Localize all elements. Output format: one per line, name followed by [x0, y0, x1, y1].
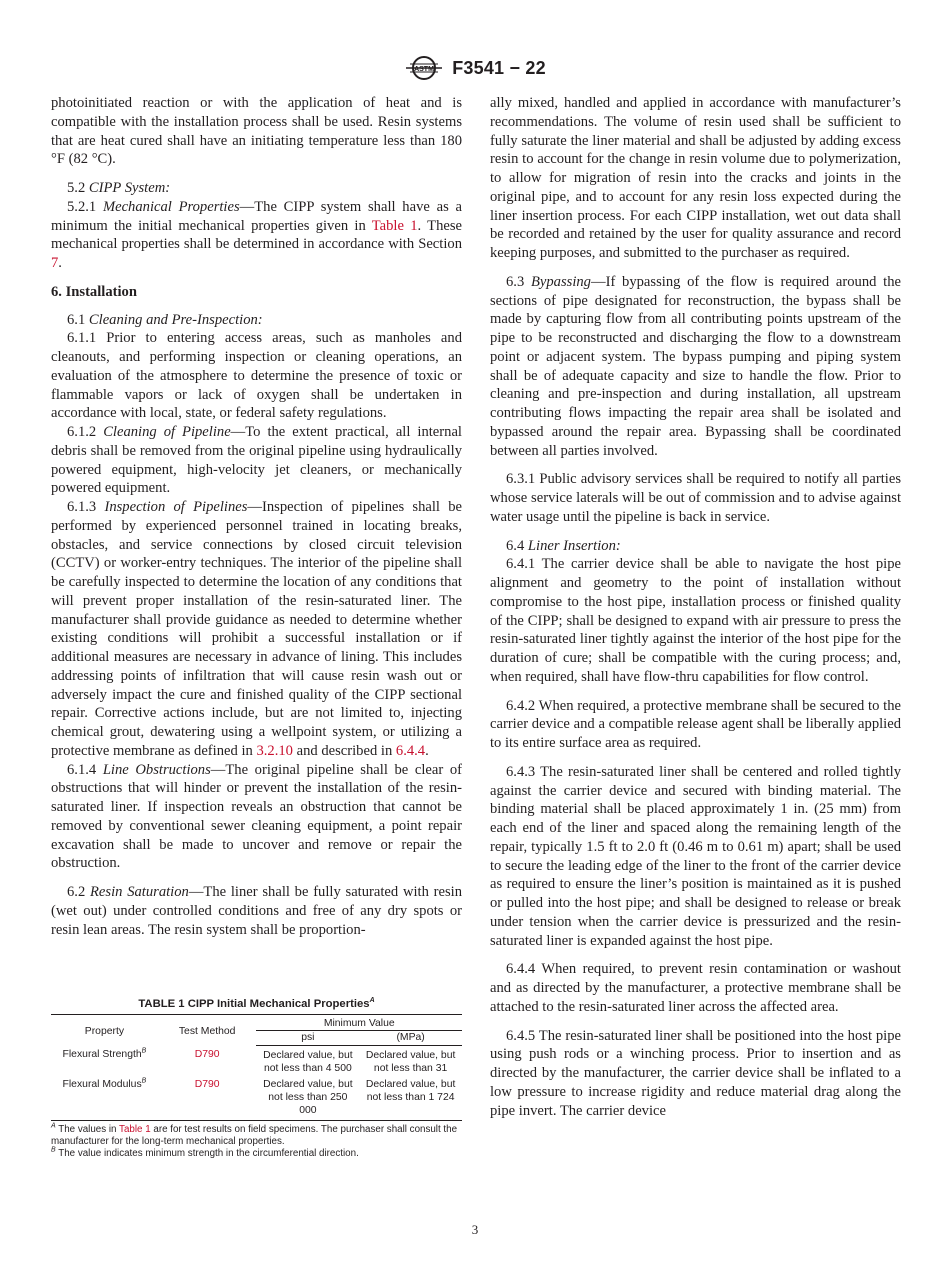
paragraph-continuation: photoinitiated reaction or with the application of heat and is compatible with the installation process shall be used. Resin systems that are heat cured shall have an initiating temperature less than 180 °F (82 °C). — [51, 95, 462, 168]
table-1-link[interactable]: Table 1 — [371, 217, 418, 234]
section-3-2-10-link[interactable]: 3.2.10 — [256, 742, 293, 759]
page-number: 3 — [471, 1222, 479, 1237]
paragraph-continuation: ally mixed, handled and applied in accordance with manufacturer’s recommendations. The volume of resin used shall be sufficient to fully saturate the liner material and shall be adjusted by adding excess resin to account for the change in resin volume due to polymerization, to allow for migration of resin into the cracks and joints in the original pipe, and to account for any resin loss expected during the liner insertion process. For each CIPP installation, wet out data shall be recorded and retained by the user for quality assurance and record keeping purposes, and submitted to the purchaser as required. — [490, 95, 901, 261]
cell-test-method-link[interactable]: D790 — [194, 1079, 220, 1091]
footnote-table-1-link[interactable]: Table 1 — [119, 1123, 151, 1135]
col-header-minimum-value: Minimum Value — [256, 1015, 462, 1031]
cell-property: Flexural Strength$^B$ — [62, 1047, 147, 1061]
col-header-psi: psi — [256, 1031, 359, 1045]
section-6-2: 6.2 Resin Saturation—The liner shall be fully saturated with resin (wet out) under controlled conditions and free of any dry spots or resin lean areas. The resin system shall be proportion- — [51, 884, 463, 938]
section-6-1-1: 6.1.1 Prior to entering access areas, such as manholes and cleanouts, and performing inspection or cleaning operations, an evaluation of the atmosphere to determine the presence of toxic or flammable vapors or lack of oxygen shall be undertaken in accordance with local, state, or federal safety regulations. — [51, 330, 462, 422]
table-row — [51, 1075, 462, 1120]
cell-psi: Declared value, but not less than 250 000 — [263, 1079, 353, 1117]
section-6-4-4: 6.4.4 When required, to prevent resin contamination or washout and as directed by the manufacturer, a protective membrane shall be attached to the resin-saturated liner across the affected area. — [490, 961, 901, 1015]
section-6-1-2: 6.1.2 Cleaning of Pipeline—To the extent practical, all internal debris shall be removed from the original pipeline using hydraulically powered equipment, high-velocity jet cleaners, or mechanically powered equipment. — [51, 424, 462, 497]
section-7-link[interactable]: 7 — [51, 255, 59, 271]
table-1 — [51, 998, 462, 1161]
section-5-2-1: 5.2.1 Mechanical Properties—The CIPP system shall have as a minimum the initial mechanical properties given in Table 1. These mechanical properties shall be determined in accordance with Section 7. — [51, 198, 463, 271]
astm-logo-icon — [404, 54, 444, 82]
right-column — [490, 94, 901, 1120]
section-6-4: 6.4 Liner Insertion: — [506, 537, 621, 554]
footnote-b: $^B$ The value indicates minimum strength in the circumferential direction. — [51, 1146, 359, 1160]
col-header-mpa: (MPa) — [359, 1031, 462, 1045]
cell-test-method-link[interactable]: D790 — [194, 1049, 220, 1061]
section-6-4-3: 6.4.3 The resin-saturated liner shall be centered and rolled tightly against the carrier device and secured with binding material. The binding material shall be placed approximately 1 in. (25 mm) from each end of the liner and spaced along the remaining length of the repair, typically 1.5 ft to 2.0 ft (0.46 m to 0.61 m) apart; shall be used to secure the leading edge of the liner to the front of the carrier device as required to ensure the liner’s position is maintained as it is pushed or pulled into the host pipe; and shall be designed to release or break under tension when the carrier device is pressurized and the resin-saturated liner is expanded against the host pipe. — [490, 763, 901, 949]
standard-designation: F3541 − 22 — [452, 57, 546, 78]
section-heading-installation: 6. Installation — [51, 283, 137, 300]
svg-text:ASTM: ASTM — [414, 66, 435, 73]
footnote-a: $^A$ The values in Table 1 are for test results on field specimens. The purchaser shall consult the manufacturer for the long-term mechanical properties. — [51, 1122, 458, 1147]
cell-psi: Declared value, but not less than 4 500 — [263, 1049, 353, 1074]
section-6-4-5: 6.4.5 The resin-saturated liner shall be positioned into the host pipe using push rods or a winching process. Prior to insertion and as directed by the manufacturer, the carrier device shall be inflated to a low pressure to increase rigidity and reduce material drag along the pipe invert. The carrier device — [490, 1027, 901, 1119]
col-header-test-method: Test Method — [158, 1015, 257, 1045]
col-header-property: Property — [51, 1015, 158, 1045]
table-caption: TABLE 1 CIPP Initial Mechanical Properties$^A$ — [138, 997, 375, 1010]
left-column — [51, 94, 462, 939]
section-6-1-3: 6.1.3 Inspection of Pipelines—Inspection of pipelines shall be performed by experienced personnel trained in locating breaks, obstacles, and service connections by closed circuit television (CCTV) or worker-entry techniques. The interior of the pipeline shall be carefully inspected to determine the location of any conditions that will prevent proper installation of the resin-saturated liner. The manufacturer shall provide guidance as needed to determine whether existing conditions will prohibit a successful installation or if additional measures are necessary in advance of lining. This includes addressing points of infiltration that will cause resin wash out or adversely impact the cure and finished quality of the CIPP sectional repair. Corrective actions include, but are not limited to, injecting chemical grout, dewatering using a wellpoint system, or utilizing a protective membrane as defined in 3.2.10 and described in 6.4.4. — [51, 499, 463, 759]
table-row — [51, 1045, 462, 1075]
section-6-4-4-link[interactable]: 6.4.4 — [395, 742, 426, 759]
section-6-1-4: 6.1.4 Line Obstructions—The original pipeline shall be clear of obstructions that will hinder or prevent the installation of the resin-saturated liner. If inspection reveals an obstruction that cannot be removed by conventional sewer cleaning equipment, a point repair excavation shall be made to uncover and remove or repair the obstruction. — [51, 761, 462, 872]
section-6-3-1: 6.3.1 Public advisory services shall be required to notify all parties whose service laterals will be out of commission and to advise against water usage until the pipeline is back in service. — [490, 471, 901, 525]
page-header — [0, 54, 950, 84]
section-6-4-1: 6.4.1 The carrier device shall be able to navigate the host pipe alignment and geometry to the point of installation without compromise to the host pipe, installation process or finished quality of the CIPP; shall be designed to expand with air pressure to press the resin-saturated liner tightly against the interior of the host pipe for the duration of cure; shall be compatible with the curing process; and, when required, shall have flow-thru capabilities for flow control. — [490, 556, 901, 685]
cell-property: Flexural Modulus$^B$ — [62, 1077, 147, 1091]
section-6-4-2: 6.4.2 When required, a protective membrane shall be secured to the carrier device and a compatible release agent shall be liberally applied to its entire surface area as required. — [490, 697, 901, 751]
mechanical-properties-table — [51, 1014, 462, 1120]
section-5-2: 5.2 CIPP System: — [67, 180, 171, 196]
cell-mpa: Declared value, but not less than 31 — [365, 1049, 456, 1074]
section-6-3: 6.3 Bypassing—If bypassing of the flow is required around the sections of pipe designated for reconstruction, the bypass shall be made by capturing flow from all contributing points upstream of the pipe to be reconstructed and discharging the flow to a downstream point or adjacent system. The bypass pumping and piping system shall be of adequate capacity and size to handle the flow. Prior to cleaning and pre-inspection and during installation, all upstream contributing flows impacting the repair area shall be isolated and bypassed around the repair area. Bypassing shall be coordinated between all parties involved. — [490, 273, 901, 459]
cell-mpa: Declared value, but not less than 1 724 — [365, 1079, 456, 1104]
section-6-1: 6.1 Cleaning and Pre-Inspection: — [67, 311, 263, 328]
table-footnotes — [51, 1124, 462, 1161]
